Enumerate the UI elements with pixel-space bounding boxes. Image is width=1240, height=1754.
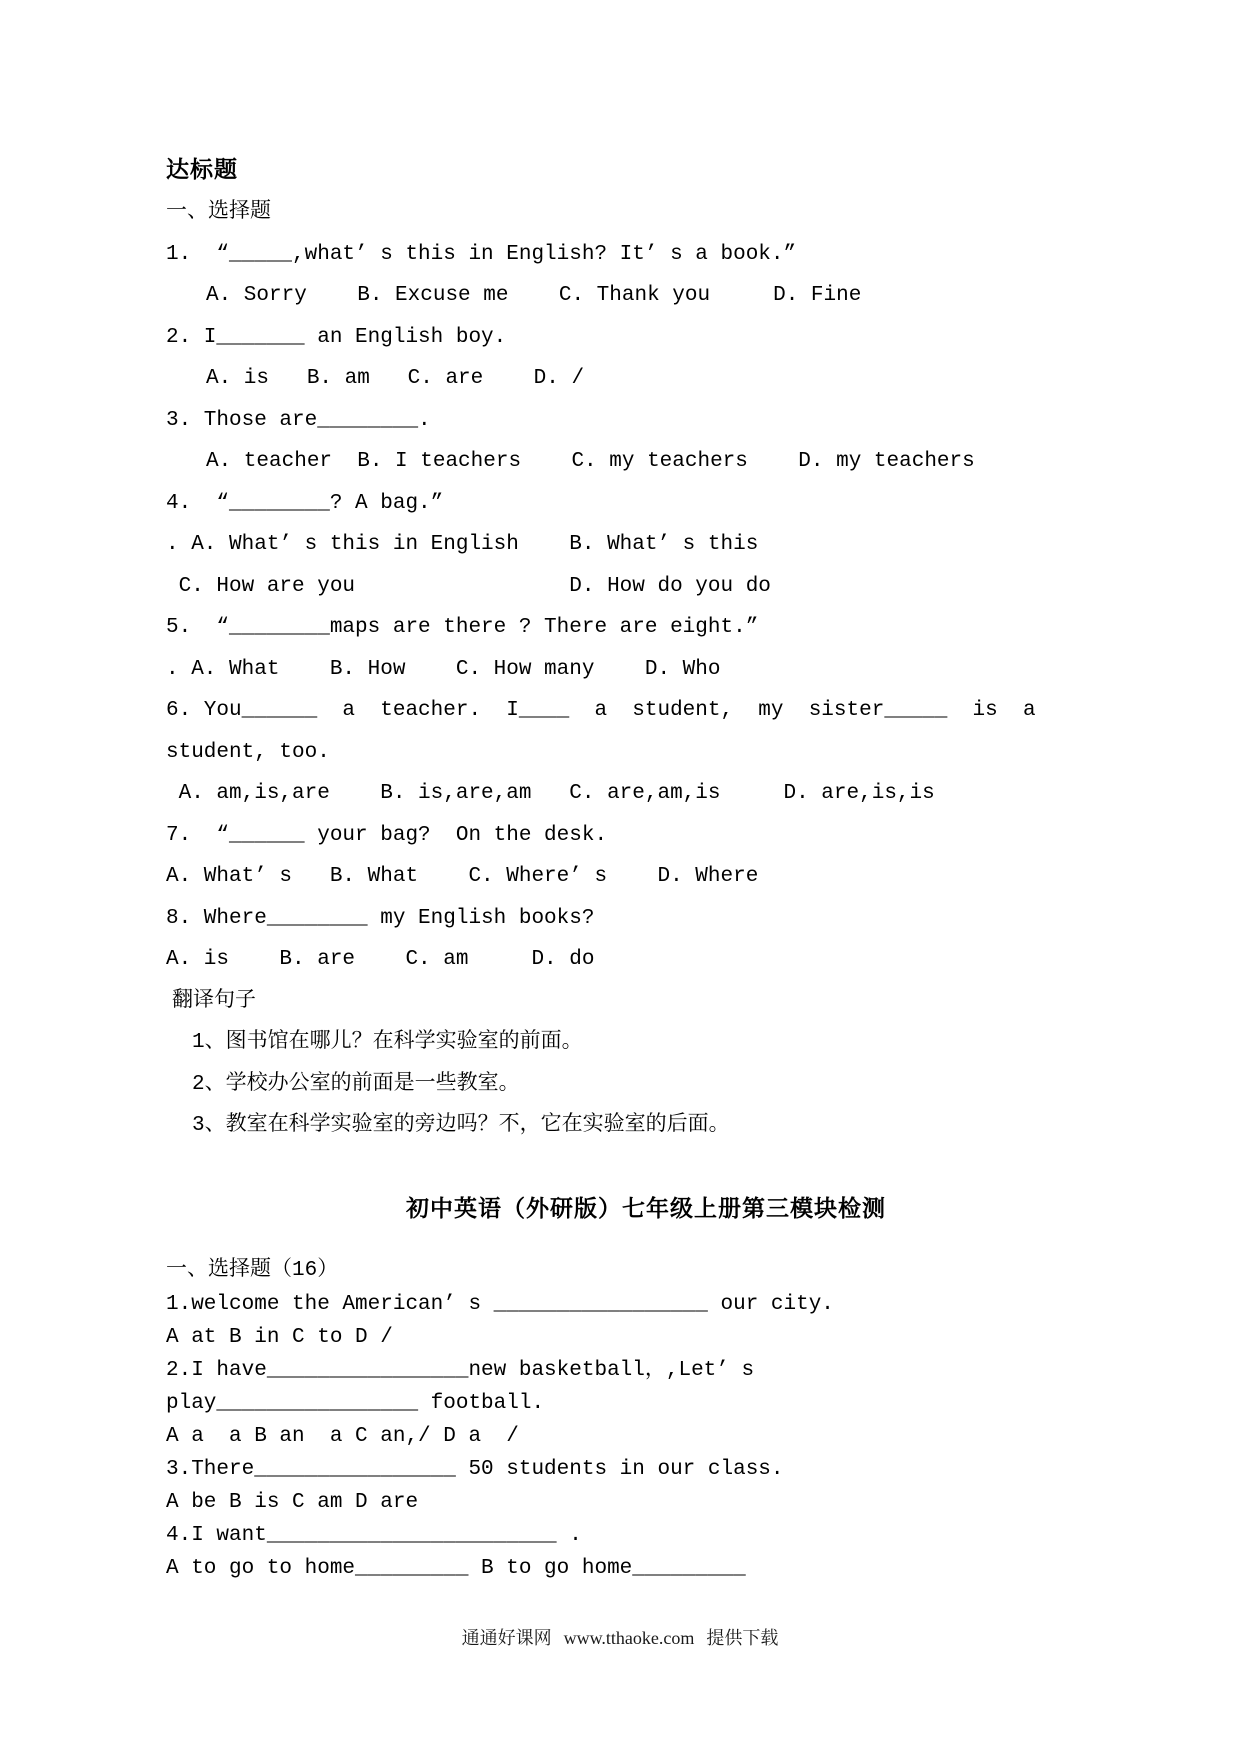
question-line: A. is B. am C. are D. / — [206, 367, 585, 390]
question-line: A be B is C am D are — [166, 1490, 419, 1514]
question-line: 2.I have________________new basketball，,Let’ s — [166, 1358, 755, 1382]
question-line: A. teacher B. I teachers C. my teachers D. my teachers — [206, 450, 975, 473]
question-line: 7. “______ your bag? On the desk. — [166, 823, 608, 847]
document-content — [166, 150, 1126, 1585]
question-line: . A. What B. How C. How many D. Who — [166, 657, 721, 681]
translation-items — [166, 1022, 1126, 1147]
part2-question-lines — [166, 1288, 1126, 1585]
question-line: 1. “_____,what’ s this in English? It’ s a book.” — [166, 242, 797, 266]
question-line: 8. Where________ my English books? — [166, 906, 595, 930]
question-line: A. is B. are C. am D. do — [166, 948, 595, 971]
translation-item: 3、教室在科学实验室的旁边吗？不，它在实验室的后面。 — [192, 1114, 730, 1137]
question-line: A. What’ s B. What C. Where’ s D. Where — [166, 865, 759, 888]
page-footer — [0, 1624, 1240, 1650]
footer-site-name: 通通好课网 — [461, 1628, 552, 1648]
footer-download-note: 提供下载 — [706, 1628, 779, 1648]
translation-item: 1、图书馆在哪儿？在科学实验室的前面。 — [192, 1031, 583, 1054]
question-line: A. am,is,are B. is,are,am C. are,am,is D. are,is,is — [166, 782, 935, 805]
part2-section-label: 一、选择题（16） — [166, 1258, 339, 1282]
question-line: 3. Those are________. — [166, 408, 431, 432]
question-line: 4.I want_______________________ . — [166, 1523, 582, 1547]
footer-url: www.tthaoke.com — [563, 1628, 695, 1648]
question-line: 3.There________________ 50 students in our class. — [166, 1457, 784, 1481]
question-line: 2. I_______ an English boy. — [166, 325, 507, 349]
question-line: student, too. — [166, 740, 330, 764]
part1-section-label: 一、选择题 — [166, 201, 271, 224]
translation-section-label: 翻译句子 — [172, 989, 256, 1013]
question-line: A. Sorry B. Excuse me C. Thank you D. Fine — [206, 284, 862, 307]
question-line: 6. You______ a teacher. I____ a student, my sister_____ is a — [166, 699, 1036, 722]
part2-title: 初中英语（外研版）七年级上册第三模块检测 — [406, 1196, 886, 1223]
question-line: 5. “________maps are there ? There are eight.” — [166, 616, 759, 639]
question-line: A at B in C to D / — [166, 1325, 393, 1349]
question-line: C. How are you D. How do you do — [166, 574, 771, 598]
question-line: . A. What’ s this in English B. What’ s this — [166, 533, 759, 556]
part1-question-lines — [166, 234, 1126, 981]
translation-item: 2、学校办公室的前面是一些教室。 — [192, 1072, 520, 1096]
question-line: A a a B an a C an,/ D a / — [166, 1424, 519, 1448]
part1-title: 达标题 — [166, 158, 238, 184]
question-line: play________________ football. — [166, 1391, 545, 1415]
question-line: 4. “________? A bag.” — [166, 491, 444, 515]
question-line: A to go to home_________ B to go home_________ — [166, 1556, 746, 1580]
question-line: 1.welcome the American’ s _________________ our city. — [166, 1292, 834, 1316]
